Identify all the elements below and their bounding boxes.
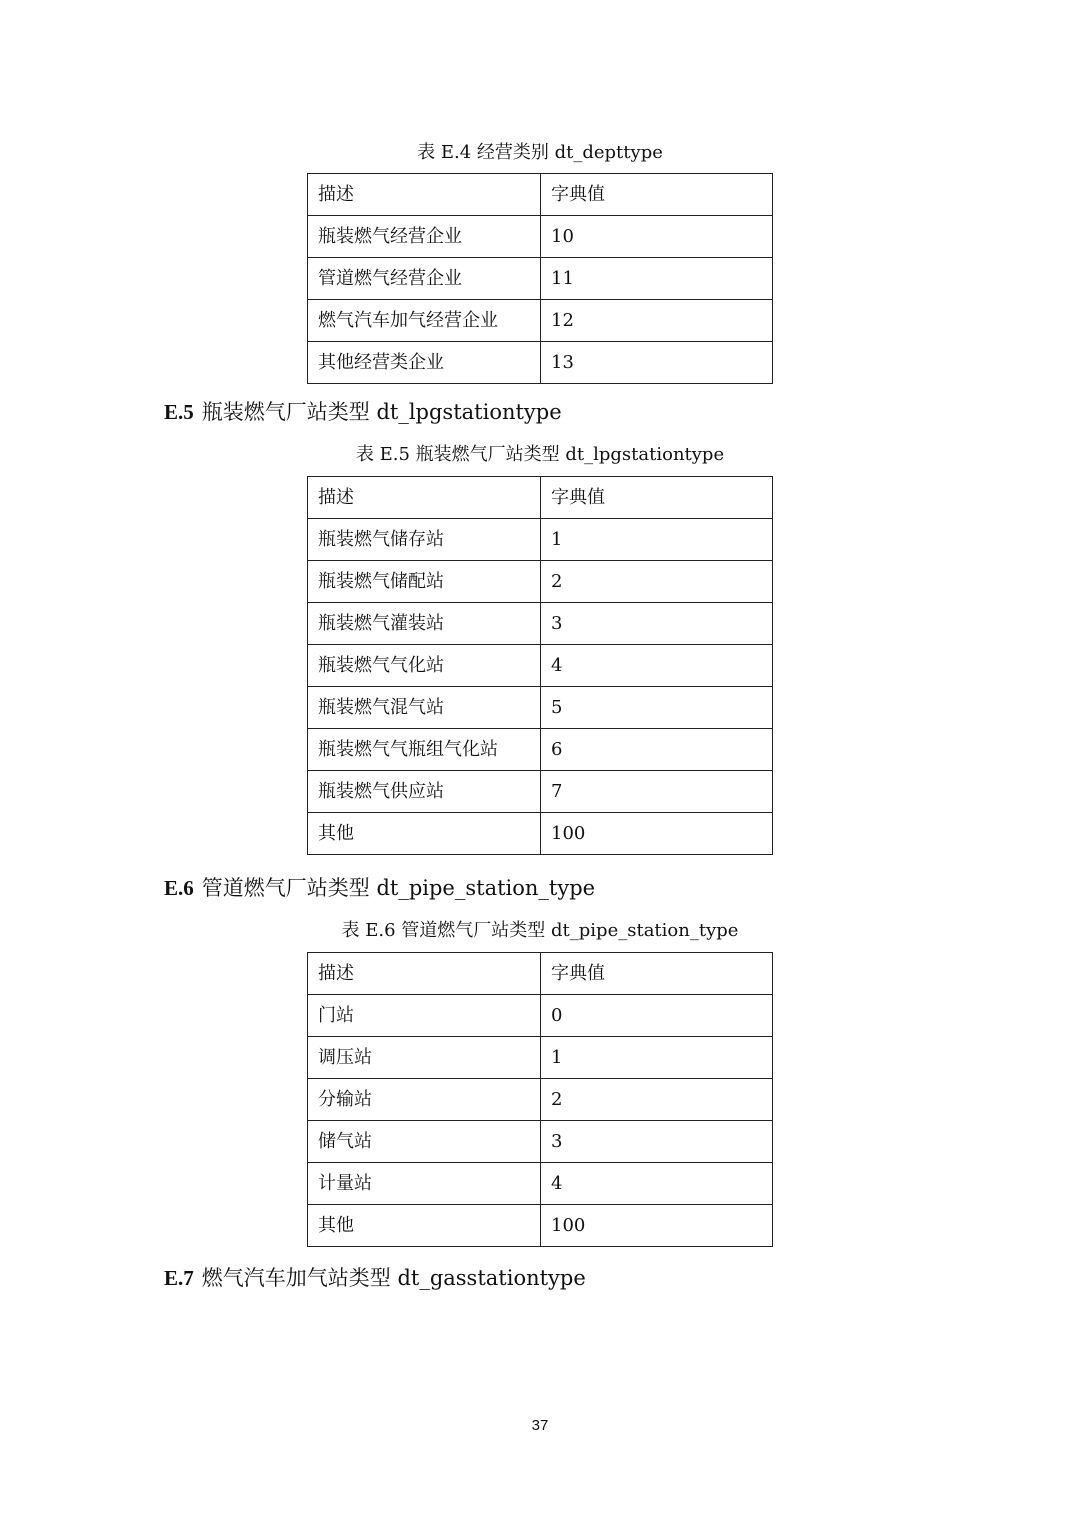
desc-cell: 瓶装燃气供应站 <box>308 771 541 813</box>
desc-cell: 其他 <box>308 1205 541 1247</box>
table-row <box>308 1079 773 1121</box>
table-row <box>308 342 773 384</box>
header-desc-cell: 描述 <box>308 174 541 216</box>
table-header-row <box>308 477 773 519</box>
section-heading-e7 <box>164 1265 586 1291</box>
desc-cell: 管道燃气经营企业 <box>308 258 541 300</box>
desc-cell: 计量站 <box>308 1163 541 1205</box>
table-row <box>308 995 773 1037</box>
section-heading-e5 <box>164 399 562 425</box>
desc-cell: 储气站 <box>308 1121 541 1163</box>
value-cell: 4 <box>541 645 773 687</box>
value-cell: 100 <box>541 1205 773 1247</box>
desc-cell: 瓶装燃气混气站 <box>308 687 541 729</box>
section-number: E.5 <box>164 400 194 424</box>
value-cell: 2 <box>541 1079 773 1121</box>
table-row <box>308 519 773 561</box>
desc-cell: 瓶装燃气灌装站 <box>308 603 541 645</box>
table-header-row <box>308 174 773 216</box>
desc-cell: 瓶装燃气气化站 <box>308 645 541 687</box>
desc-cell: 调压站 <box>308 1037 541 1079</box>
table-row <box>308 216 773 258</box>
table-e5-caption: 表 E.5 瓶装燃气厂站类型 dt_lpgstationtype <box>355 444 725 465</box>
table-row <box>308 561 773 603</box>
value-cell: 7 <box>541 771 773 813</box>
table-header-row <box>308 953 773 995</box>
table-e4-caption: 表 E.4 经营类别 dt_depttype <box>417 142 663 163</box>
section-number: E.6 <box>164 876 194 900</box>
value-cell: 1 <box>541 519 773 561</box>
value-cell: 4 <box>541 1163 773 1205</box>
value-cell: 6 <box>541 729 773 771</box>
value-cell: 1 <box>541 1037 773 1079</box>
table-row <box>308 1037 773 1079</box>
value-cell: 5 <box>541 687 773 729</box>
desc-cell: 燃气汽车加气经营企业 <box>308 300 541 342</box>
desc-cell: 门站 <box>308 995 541 1037</box>
value-cell: 0 <box>541 995 773 1037</box>
section-title: 燃气汽车加气站类型 dt_gasstationtype <box>201 1266 586 1290</box>
section-heading-e6 <box>164 875 595 901</box>
desc-cell: 其他经营类企业 <box>308 342 541 384</box>
table-row <box>308 1163 773 1205</box>
header-value-cell: 字典值 <box>541 174 773 216</box>
value-cell: 10 <box>541 216 773 258</box>
table-row <box>308 729 773 771</box>
table-row <box>308 1121 773 1163</box>
section-title: 管道燃气厂站类型 dt_pipe_station_type <box>201 876 596 900</box>
desc-cell: 瓶装燃气储配站 <box>308 561 541 603</box>
table-e6-caption: 表 E.6 管道燃气厂站类型 dt_pipe_station_type <box>341 920 739 941</box>
header-desc-cell: 描述 <box>308 953 541 995</box>
table-row <box>308 300 773 342</box>
table-e6 <box>307 952 773 1247</box>
table-row <box>308 813 773 855</box>
value-cell: 3 <box>541 603 773 645</box>
header-value-cell: 字典值 <box>541 477 773 519</box>
value-cell: 100 <box>541 813 773 855</box>
desc-cell: 分输站 <box>308 1079 541 1121</box>
section-title: 瓶装燃气厂站类型 dt_lpgstationtype <box>201 400 562 424</box>
value-cell: 3 <box>541 1121 773 1163</box>
table-row <box>308 771 773 813</box>
table-row <box>308 645 773 687</box>
desc-cell: 其他 <box>308 813 541 855</box>
page-number: 37 <box>531 1417 549 1434</box>
header-value-cell: 字典值 <box>541 953 773 995</box>
desc-cell: 瓶装燃气气瓶组气化站 <box>308 729 541 771</box>
value-cell: 12 <box>541 300 773 342</box>
value-cell: 13 <box>541 342 773 384</box>
table-row <box>308 1205 773 1247</box>
section-number: E.7 <box>164 1266 194 1290</box>
header-desc-cell: 描述 <box>308 477 541 519</box>
value-cell: 11 <box>541 258 773 300</box>
table-row <box>308 687 773 729</box>
desc-cell: 瓶装燃气经营企业 <box>308 216 541 258</box>
table-row <box>308 603 773 645</box>
table-e4 <box>307 173 773 384</box>
table-row <box>308 258 773 300</box>
table-e5 <box>307 476 773 855</box>
desc-cell: 瓶装燃气储存站 <box>308 519 541 561</box>
value-cell: 2 <box>541 561 773 603</box>
